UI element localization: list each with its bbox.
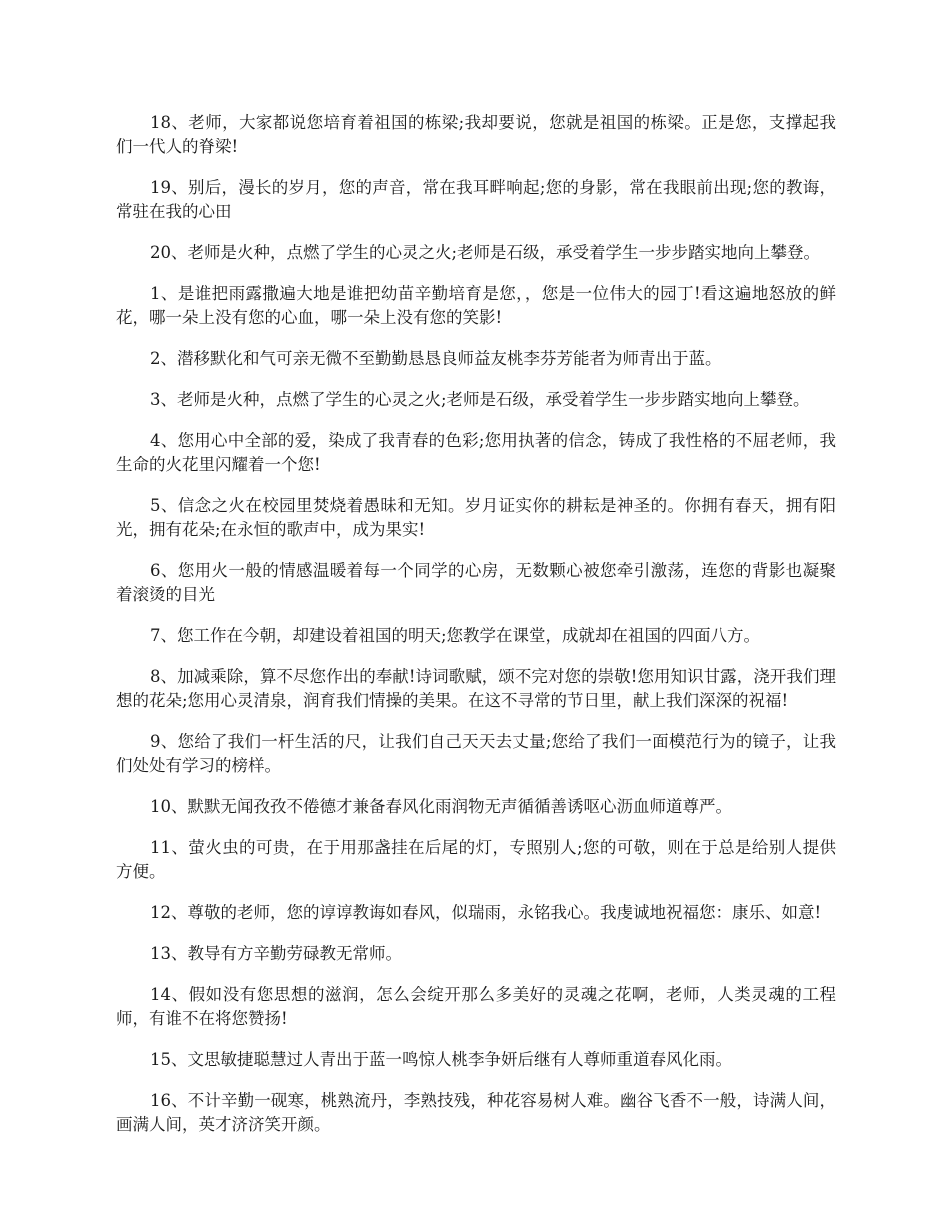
paragraph: 19、别后，漫长的岁月，您的声音，常在我耳畔响起;您的身影，常在我眼前出现;您的教诲，常驻在我的心田 xyxy=(116,178,836,221)
paragraph: 10、默默无闻孜孜不倦德才兼备春风化雨润物无声循循善诱呕心沥血师道尊严。 xyxy=(150,797,732,816)
paragraph: 16、不计辛勤一砚寒，桃熟流丹，李熟技残，种花容易树人难。幽谷飞香不一般，诗满人间，画满人间，英才济济笑开颜。 xyxy=(116,1091,836,1134)
paragraph: 12、尊敬的老师，您的谆谆教诲如春风，似瑞雨，永铭我心。我虔诚地祝福您：康乐、如意! xyxy=(150,903,822,922)
paragraph: 11、萤火虫的可贵，在于用那盏挂在后尾的灯，专照别人;您的可敬，则在于总是给别人提供方便。 xyxy=(116,838,836,881)
paragraph: 20、老师是火种，点燃了学生的心灵之火;老师是石级，承受着学生一步步踏实地向上攀登。 xyxy=(150,243,821,262)
paragraph: 15、文思敏捷聪慧过人青出于蓝一鸣惊人桃李争妍后继有人尊师重道春风化雨。 xyxy=(150,1050,732,1069)
paragraph: 13、教导有方辛勤劳碌教无常师。 xyxy=(150,944,402,963)
paragraph: 9、您给了我们一杆生活的尺，让我们自己天天去丈量;您给了我们一面模范行为的镜子，让我们处处有学习的榜样。 xyxy=(116,732,836,775)
paragraph: 2、潜移默化和气可亲无微不至勤勤恳恳良师益友桃李芬芳能者为师青出于蓝。 xyxy=(150,349,722,368)
paragraph: 3、老师是火种，点燃了学生的心灵之火;老师是石级，承受着学生一步步踏实地向上攀登。 xyxy=(150,390,810,409)
document-body xyxy=(116,111,836,1154)
paragraph: 5、信念之火在校园里焚烧着愚昧和无知。岁月证实你的耕耘是神圣的。你拥有春天，拥有阳光，拥有花朵;在永恒的歌声中，成为果实! xyxy=(116,496,836,539)
paragraph: 7、您工作在今朝，却建设着祖国的明天;您教学在课堂，成就却在祖国的四面八方。 xyxy=(150,626,761,645)
paragraph: 6、您用火一般的情感温暖着每一个同学的心房，无数颗心被您牵引激荡，连您的背影也凝聚着滚烫的目光 xyxy=(116,561,836,604)
paragraph: 18、老师，大家都说您培育着祖国的栋梁;我却要说，您就是祖国的栋梁。正是您，支撑起我们一代人的脊梁! xyxy=(116,113,836,156)
paragraph: 14、假如没有您思想的滋润，怎么会绽开那么多美好的灵魂之花啊，老师，人类灵魂的工程师，有谁不在将您赞扬! xyxy=(116,985,836,1028)
paragraph: 8、加减乘除，算不尽您作出的奉献!诗词歌赋，颂不完对您的崇敬!您用知识甘露，浇开我们理想的花朵;您用心灵清泉，润育我们情操的美果。在这不寻常的节日里，献上我们深深的祝福! xyxy=(116,667,836,710)
paragraph: 1、是谁把雨露撒遍大地是谁把幼苗辛勤培育是您，，您是一位伟大的园丁!看这遍地怒放的鲜花，哪一朵上没有您的心血，哪一朵上没有您的笑影! xyxy=(116,284,836,327)
paragraph: 4、您用心中全部的爱，染成了我青春的色彩;您用执著的信念，铸成了我性格的不屈老师，我生命的火花里闪耀着一个您! xyxy=(116,431,836,474)
